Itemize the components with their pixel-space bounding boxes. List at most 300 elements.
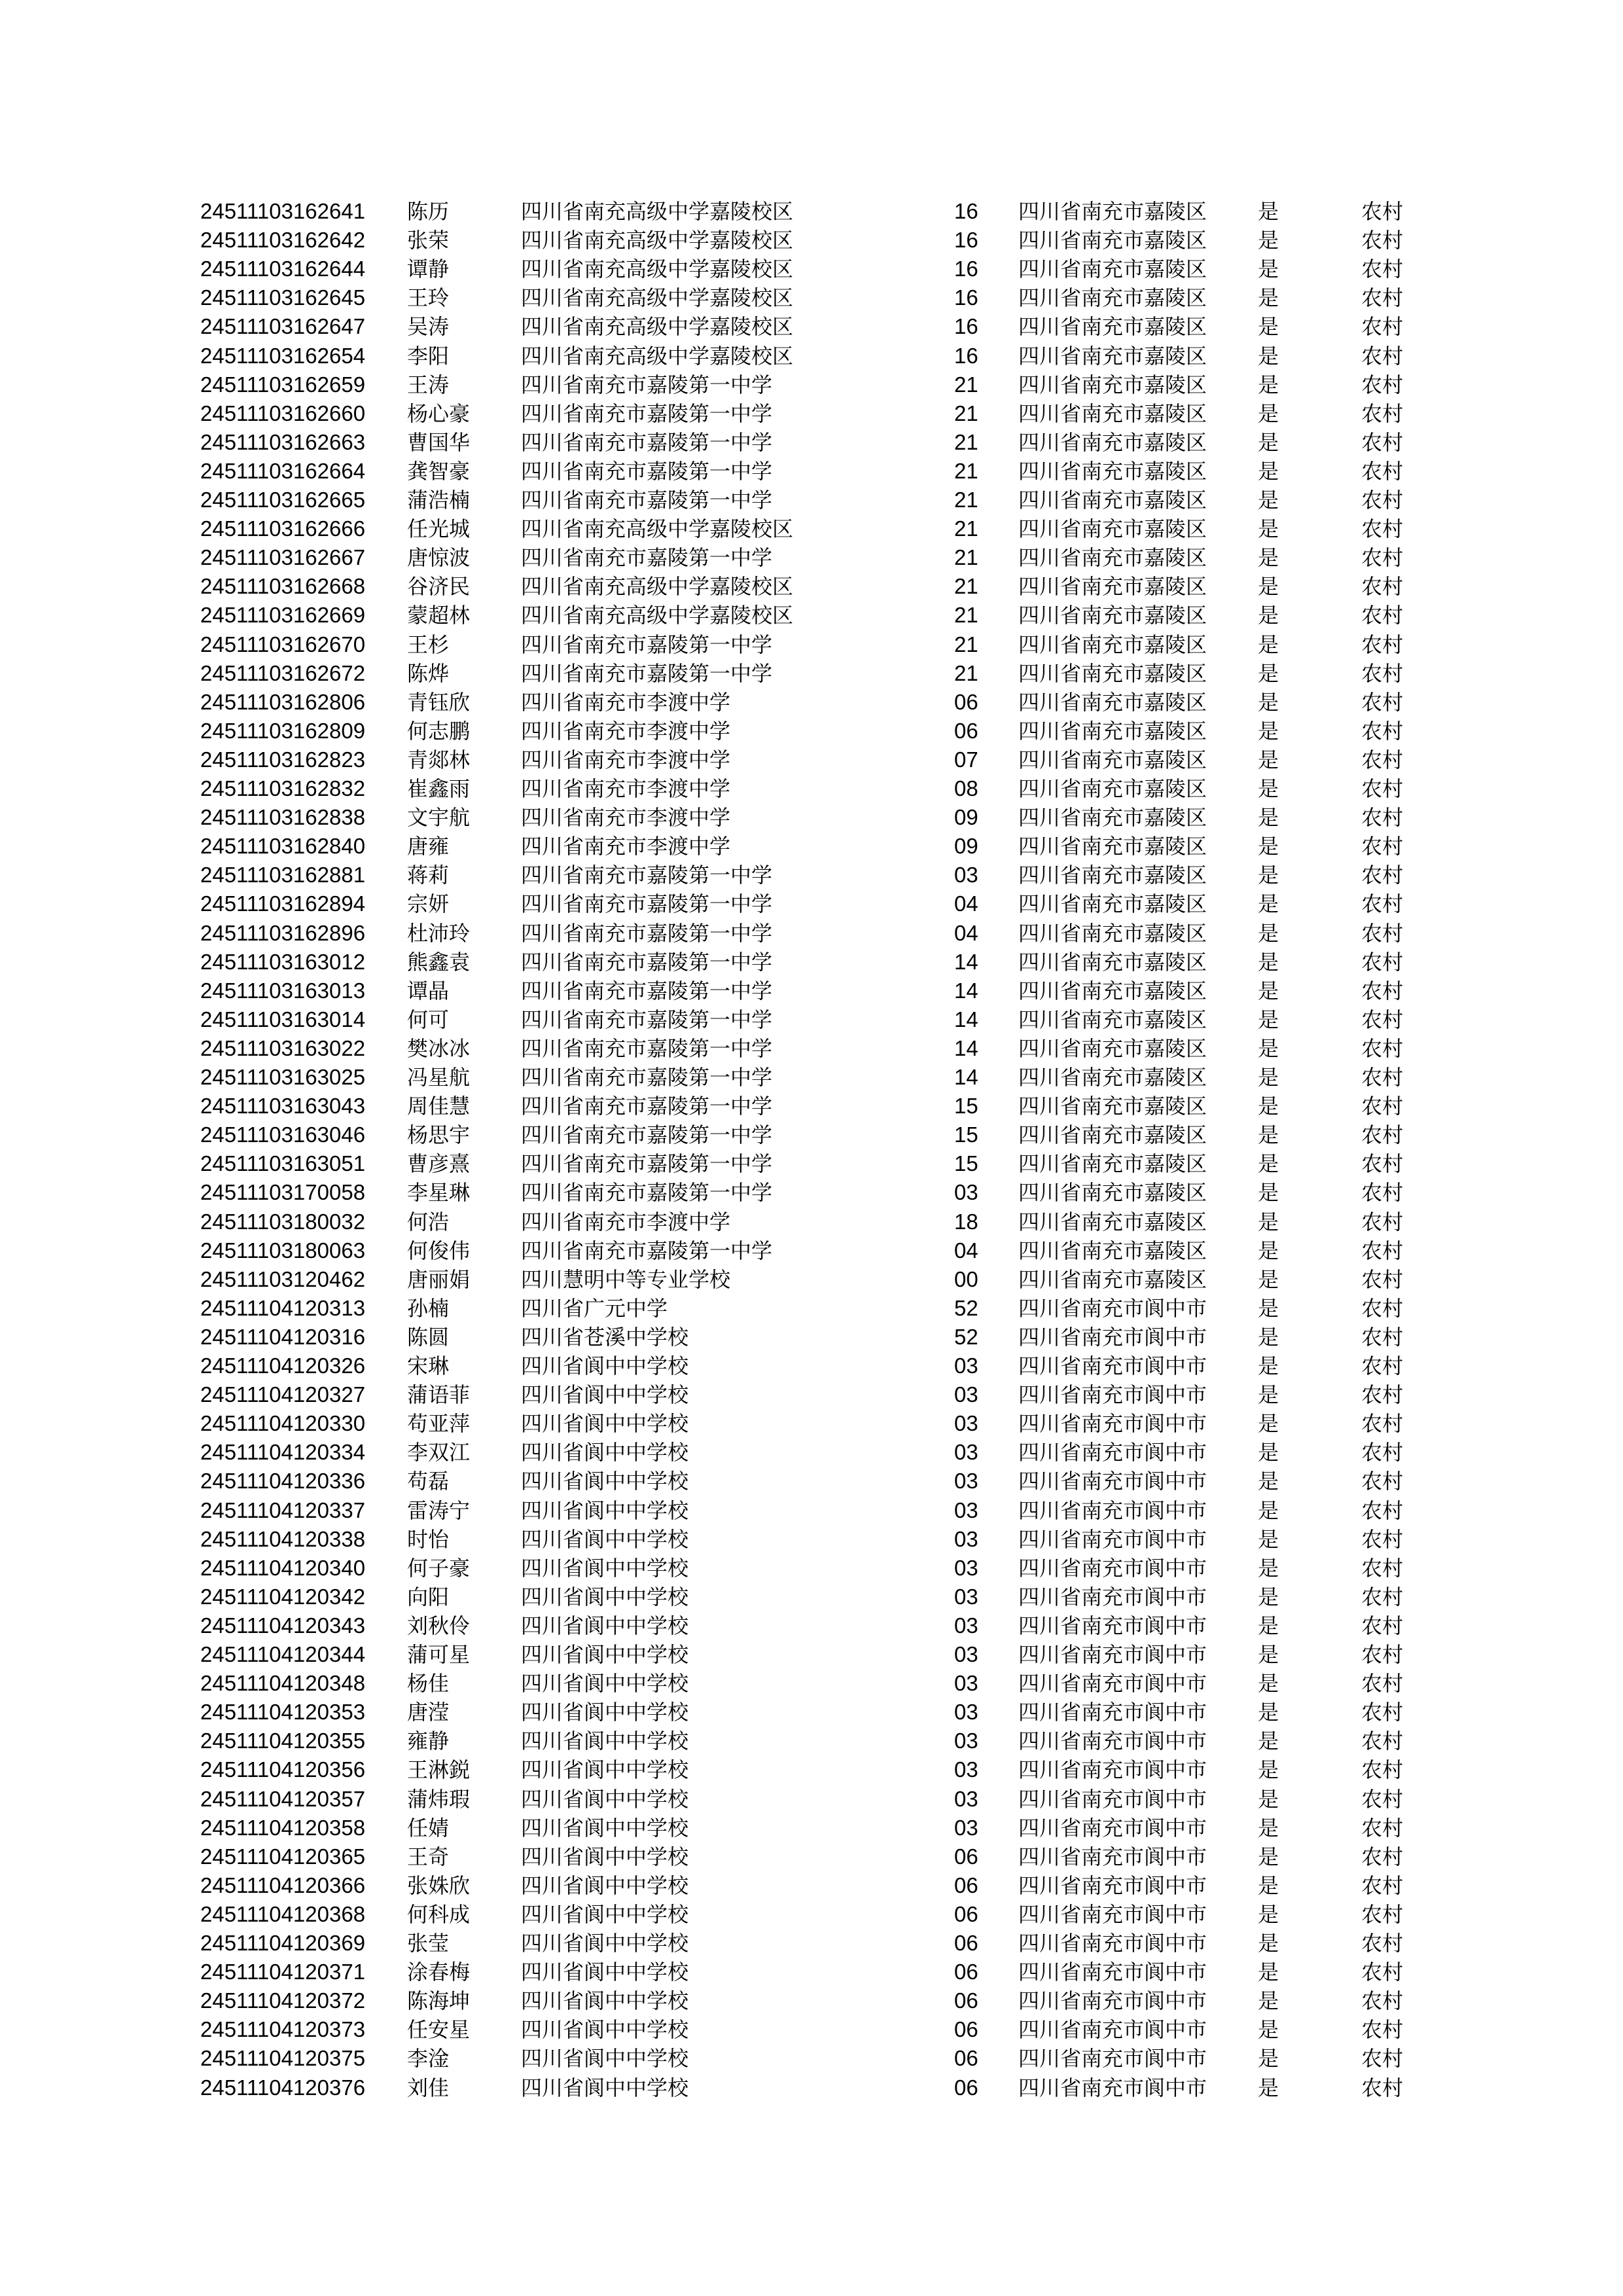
household-area-cell: 四川省南充市阆中市 [1018,2017,1207,2043]
exam-number-cell: 24511103162665 [200,488,366,512]
class-number-cell: 03 [954,1382,978,1407]
class-number-cell: 03 [954,1757,978,1782]
household-area-cell: 四川省南充市嘉陵区 [1018,949,1207,975]
residence-type-cell: 农村 [1361,1642,1404,1667]
class-number-cell: 03 [954,1815,978,1840]
eligibility-flag-cell: 是 [1258,257,1279,282]
exam-number-cell: 24511104120337 [200,1498,366,1522]
school-name-cell: 四川省阆中中学校 [521,1584,689,1609]
class-number-cell: 08 [954,776,978,800]
exam-number-cell: 24511104120366 [200,1873,366,1897]
table-row [0,312,1623,341]
class-number-cell: 04 [954,891,978,916]
class-number-cell: 21 [954,458,978,483]
residence-type-cell: 农村 [1361,1180,1404,1206]
class-number-cell: 04 [954,1238,978,1263]
school-name-cell: 四川省南充市嘉陵第一中学 [521,632,773,657]
exam-number-cell: 24511104120338 [200,1526,366,1551]
household-area-cell: 四川省南充市嘉陵区 [1018,1065,1207,1090]
class-number-cell: 03 [954,1498,978,1522]
exam-number-cell: 24511104120355 [200,1729,366,1753]
student-name-cell: 王杉 [407,632,450,657]
residence-type-cell: 农村 [1361,1526,1404,1552]
exam-number-cell: 24511103162667 [200,545,366,570]
table-row [0,717,1623,745]
student-name-cell: 蒙超林 [407,603,471,628]
residence-type-cell: 农村 [1361,1382,1404,1408]
table-row [0,1265,1623,1294]
school-name-cell: 四川省阆中中学校 [521,1729,689,1754]
student-name-cell: 宗妍 [407,891,450,917]
school-name-cell: 四川省南充市嘉陵第一中学 [521,545,773,571]
residence-type-cell: 农村 [1361,1988,1404,2014]
household-area-cell: 四川省南充市阆中市 [1018,1613,1207,1638]
exam-number-cell: 24511103162645 [200,285,366,310]
student-name-cell: 周佳慧 [407,1094,471,1119]
student-name-cell: 李淦 [407,2046,450,2072]
household-area-cell: 四川省南充市嘉陵区 [1018,747,1207,772]
table-row [0,977,1623,1005]
exam-number-cell: 24511103163046 [200,1122,366,1147]
student-name-cell: 王玲 [407,285,450,311]
school-name-cell: 四川省南充高级中学嘉陵校区 [521,574,794,600]
eligibility-flag-cell: 是 [1258,891,1279,917]
eligibility-flag-cell: 是 [1258,516,1279,542]
table-row [0,803,1623,832]
table-row [0,1842,1623,1871]
residence-type-cell: 农村 [1361,1440,1404,1465]
residence-type-cell: 农村 [1361,747,1404,772]
residence-type-cell: 农村 [1361,429,1404,455]
exam-number-cell: 24511104120342 [200,1584,366,1609]
class-number-cell: 16 [954,228,978,253]
eligibility-flag-cell: 是 [1258,1180,1279,1206]
school-name-cell: 四川省阆中中学校 [521,1382,689,1408]
class-number-cell: 03 [954,1354,978,1378]
table-row [0,889,1623,918]
household-area-cell: 四川省南充市嘉陵区 [1018,718,1207,744]
table-row [0,1611,1623,1640]
eligibility-flag-cell: 是 [1258,1786,1279,1812]
school-name-cell: 四川省阆中中学校 [521,1700,689,1725]
table-row [0,1496,1623,1525]
student-name-cell: 刘佳 [407,2075,450,2100]
residence-type-cell: 农村 [1361,1700,1404,1725]
table-row [0,1034,1623,1063]
class-number-cell: 14 [954,978,978,1003]
table-row [0,1294,1623,1323]
student-name-cell: 何科成 [407,1901,471,1927]
eligibility-flag-cell: 是 [1258,429,1279,455]
school-name-cell: 四川省南充高级中学嘉陵校区 [521,343,794,368]
eligibility-flag-cell: 是 [1258,1700,1279,1725]
table-row [0,1149,1623,1178]
student-name-cell: 王淋鋭 [407,1757,471,1783]
student-name-cell: 李双江 [407,1440,471,1465]
eligibility-flag-cell: 是 [1258,1757,1279,1783]
exam-number-cell: 24511104120356 [200,1757,366,1782]
class-number-cell: 03 [954,1180,978,1205]
school-name-cell: 四川省阆中中学校 [521,1498,689,1523]
eligibility-flag-cell: 是 [1258,1671,1279,1696]
eligibility-flag-cell: 是 [1258,689,1279,715]
student-name-cell: 陈历 [407,199,450,224]
residence-type-cell: 农村 [1361,1960,1404,1985]
household-area-cell: 四川省南充市嘉陵区 [1018,1180,1207,1206]
school-name-cell: 四川省阆中中学校 [521,1440,689,1465]
residence-type-cell: 农村 [1361,1122,1404,1148]
school-name-cell: 四川省南充市嘉陵第一中学 [521,1035,773,1061]
school-name-cell: 四川省南充市李渡中学 [521,834,731,859]
residence-type-cell: 农村 [1361,1873,1404,1898]
class-number-cell: 03 [954,1671,978,1696]
class-number-cell: 16 [954,199,978,223]
household-area-cell: 四川省南充市嘉陵区 [1018,1151,1207,1177]
exam-number-cell: 24511103162654 [200,343,366,368]
class-number-cell: 06 [954,718,978,743]
school-name-cell: 四川省阆中中学校 [521,1988,689,2014]
household-area-cell: 四川省南充市阆中市 [1018,1786,1207,1812]
table-row [0,1467,1623,1496]
student-name-cell: 向阳 [407,1584,450,1609]
residence-type-cell: 农村 [1361,805,1404,831]
student-name-cell: 唐惊波 [407,545,471,571]
student-name-cell: 谷济民 [407,574,471,600]
table-row [0,1178,1623,1207]
class-number-cell: 21 [954,401,978,425]
residence-type-cell: 农村 [1361,891,1404,917]
residence-type-cell: 农村 [1361,1931,1404,1956]
eligibility-flag-cell: 是 [1258,1584,1279,1609]
exam-number-cell: 24511103162641 [200,199,366,223]
exam-number-cell: 24511104120357 [200,1786,366,1811]
residence-type-cell: 农村 [1361,863,1404,888]
student-name-cell: 唐滢 [407,1700,450,1725]
eligibility-flag-cell: 是 [1258,1266,1279,1292]
table-row [0,659,1623,688]
school-name-cell: 四川省阆中中学校 [521,1354,689,1378]
eligibility-flag-cell: 是 [1258,1354,1279,1378]
student-name-cell: 熊鑫袁 [407,949,471,975]
household-area-cell: 四川省南充市嘉陵区 [1018,314,1207,340]
class-number-cell: 03 [954,1555,978,1580]
student-name-cell: 唐雍 [407,834,450,859]
eligibility-flag-cell: 是 [1258,401,1279,426]
exam-number-cell: 24511104120372 [200,1988,366,2013]
exam-number-cell: 24511104120365 [200,1844,366,1869]
residence-type-cell: 农村 [1361,488,1404,512]
exam-number-cell: 24511104120343 [200,1613,366,1638]
residence-type-cell: 农村 [1361,1844,1404,1869]
household-area-cell: 四川省南充市阆中市 [1018,1729,1207,1754]
household-area-cell: 四川省南充市阆中市 [1018,1584,1207,1609]
exam-number-cell: 24511103162647 [200,314,366,339]
student-name-cell: 王奇 [407,1844,450,1869]
household-area-cell: 四川省南充市阆中市 [1018,1931,1207,1956]
table-row [0,1409,1623,1438]
household-area-cell: 四川省南充市嘉陵区 [1018,603,1207,628]
class-number-cell: 03 [954,1729,978,1753]
class-number-cell: 21 [954,545,978,570]
eligibility-flag-cell: 是 [1258,603,1279,628]
school-name-cell: 四川省南充市嘉陵第一中学 [521,863,773,888]
student-name-cell: 任安星 [407,2017,471,2043]
student-name-cell: 曹彦熹 [407,1151,471,1177]
eligibility-flag-cell: 是 [1258,632,1279,657]
residence-type-cell: 农村 [1361,1729,1404,1754]
class-number-cell: 21 [954,372,978,397]
school-name-cell: 四川省南充高级中学嘉陵校区 [521,199,794,224]
eligibility-flag-cell: 是 [1258,1901,1279,1927]
eligibility-flag-cell: 是 [1258,285,1279,311]
eligibility-flag-cell: 是 [1258,1094,1279,1119]
exam-number-cell: 24511104120344 [200,1642,366,1666]
student-name-cell: 任婧 [407,1815,450,1840]
household-area-cell: 四川省南充市嘉陵区 [1018,660,1207,686]
student-name-cell: 陈烨 [407,660,450,686]
exam-number-cell: 24511104120336 [200,1469,366,1494]
eligibility-flag-cell: 是 [1258,978,1279,1003]
table-row [0,774,1623,803]
class-number-cell: 06 [954,2075,978,2100]
household-area-cell: 四川省南充市嘉陵区 [1018,1209,1207,1234]
residence-type-cell: 农村 [1361,1266,1404,1292]
eligibility-flag-cell: 是 [1258,1238,1279,1263]
exam-number-cell: 24511103162666 [200,516,366,541]
eligibility-flag-cell: 是 [1258,2075,1279,2100]
household-area-cell: 四川省南充市阆中市 [1018,1382,1207,1408]
school-name-cell: 四川省阆中中学校 [521,1613,689,1638]
school-name-cell: 四川省阆中中学校 [521,1671,689,1696]
household-area-cell: 四川省南充市嘉陵区 [1018,199,1207,224]
class-number-cell: 03 [954,1469,978,1494]
household-area-cell: 四川省南充市嘉陵区 [1018,1122,1207,1148]
residence-type-cell: 农村 [1361,1209,1404,1234]
residence-type-cell: 农村 [1361,458,1404,484]
exam-number-cell: 24511103162838 [200,805,366,830]
student-name-cell: 蒋莉 [407,863,450,888]
eligibility-flag-cell: 是 [1258,1931,1279,1956]
student-name-cell: 谭静 [407,257,450,282]
eligibility-flag-cell: 是 [1258,718,1279,744]
exam-number-cell: 24511104120334 [200,1440,366,1465]
school-name-cell: 四川省阆中中学校 [521,1555,689,1581]
table-row [0,1755,1623,1784]
table-row [0,1005,1623,1034]
table-row [0,543,1623,572]
household-area-cell: 四川省南充市阆中市 [1018,1960,1207,1985]
household-area-cell: 四川省南充市阆中市 [1018,1526,1207,1552]
eligibility-flag-cell: 是 [1258,834,1279,859]
residence-type-cell: 农村 [1361,401,1404,426]
school-name-cell: 四川省阆中中学校 [521,2017,689,2043]
class-number-cell: 14 [954,1035,978,1060]
student-name-cell: 曹国华 [407,429,471,455]
student-name-cell: 杜沛玲 [407,920,471,946]
class-number-cell: 15 [954,1122,978,1147]
residence-type-cell: 农村 [1361,314,1404,340]
residence-type-cell: 农村 [1361,1671,1404,1696]
exam-number-cell: 24511104120313 [200,1295,366,1320]
eligibility-flag-cell: 是 [1258,1411,1279,1437]
household-area-cell: 四川省南充市阆中市 [1018,1873,1207,1898]
eligibility-flag-cell: 是 [1258,1526,1279,1552]
school-name-cell: 四川省南充高级中学嘉陵校区 [521,603,794,628]
table-row [0,1525,1623,1554]
class-number-cell: 21 [954,632,978,656]
household-area-cell: 四川省南充市嘉陵区 [1018,343,1207,368]
household-area-cell: 四川省南充市嘉陵区 [1018,228,1207,253]
table-row [0,1698,1623,1727]
residence-type-cell: 农村 [1361,257,1404,282]
eligibility-flag-cell: 是 [1258,1729,1279,1754]
residence-type-cell: 农村 [1361,2046,1404,2072]
student-name-cell: 杨思宇 [407,1122,471,1148]
class-number-cell: 52 [954,1324,978,1349]
household-area-cell: 四川省南充市阆中市 [1018,1498,1207,1523]
residence-type-cell: 农村 [1361,1007,1404,1032]
table-row [0,399,1623,428]
school-name-cell: 四川省南充高级中学嘉陵校区 [521,228,794,253]
eligibility-flag-cell: 是 [1258,920,1279,946]
exam-number-cell: 24511103163013 [200,978,366,1003]
exam-number-cell: 24511104120316 [200,1324,366,1349]
household-area-cell: 四川省南充市嘉陵区 [1018,863,1207,888]
student-name-cell: 雷涛宁 [407,1498,471,1523]
school-name-cell: 四川省南充市嘉陵第一中学 [521,429,773,455]
student-name-cell: 张姝欣 [407,1873,471,1898]
school-name-cell: 四川省南充市嘉陵第一中学 [521,1238,773,1263]
student-name-cell: 何浩 [407,1209,450,1234]
exam-number-cell: 24511104120326 [200,1354,366,1378]
school-name-cell: 四川省南充市嘉陵第一中学 [521,1007,773,1032]
exam-number-cell: 24511103162806 [200,689,366,714]
eligibility-flag-cell: 是 [1258,1469,1279,1494]
class-number-cell: 16 [954,285,978,310]
student-name-cell: 蒲语菲 [407,1382,471,1408]
school-name-cell: 四川省南充市嘉陵第一中学 [521,1151,773,1177]
eligibility-flag-cell: 是 [1258,1209,1279,1234]
school-name-cell: 四川省南充市嘉陵第一中学 [521,949,773,975]
residence-type-cell: 农村 [1361,1324,1404,1350]
class-number-cell: 15 [954,1094,978,1119]
school-name-cell: 四川省南充市李渡中学 [521,718,731,744]
student-name-cell: 何可 [407,1007,450,1032]
table-row [0,428,1623,457]
school-name-cell: 四川省南充高级中学嘉陵校区 [521,516,794,542]
table-row [0,2044,1623,2073]
student-name-cell: 何子豪 [407,1555,471,1581]
eligibility-flag-cell: 是 [1258,458,1279,484]
eligibility-flag-cell: 是 [1258,574,1279,600]
table-row [0,1323,1623,1352]
class-number-cell: 03 [954,1411,978,1436]
residence-type-cell: 农村 [1361,1901,1404,1927]
student-name-cell: 宋琳 [407,1354,450,1378]
school-name-cell: 四川省南充市嘉陵第一中学 [521,458,773,484]
household-area-cell: 四川省南充市嘉陵区 [1018,458,1207,484]
exam-number-cell: 24511104120375 [200,2046,366,2071]
household-area-cell: 四川省南充市嘉陵区 [1018,545,1207,571]
student-name-cell: 苟亚萍 [407,1411,471,1437]
household-area-cell: 四川省南充市嘉陵区 [1018,257,1207,282]
household-area-cell: 四川省南充市嘉陵区 [1018,488,1207,512]
eligibility-flag-cell: 是 [1258,488,1279,512]
household-area-cell: 四川省南充市阆中市 [1018,1642,1207,1667]
class-number-cell: 21 [954,516,978,541]
class-number-cell: 14 [954,1007,978,1031]
exam-number-cell: 24511103162642 [200,228,366,253]
table-row [0,1727,1623,1755]
residence-type-cell: 农村 [1361,1238,1404,1263]
household-area-cell: 四川省南充市嘉陵区 [1018,574,1207,600]
residence-type-cell: 农村 [1361,372,1404,397]
school-name-cell: 四川省南充市李渡中学 [521,1209,731,1234]
school-name-cell: 四川省阆中中学校 [521,1411,689,1437]
table-row [0,745,1623,774]
table-row [0,1814,1623,1842]
table-row [0,1380,1623,1409]
household-area-cell: 四川省南充市阆中市 [1018,1469,1207,1494]
student-name-cell: 何志鹏 [407,718,471,744]
residence-type-cell: 农村 [1361,2017,1404,2043]
household-area-cell: 四川省南充市嘉陵区 [1018,834,1207,859]
eligibility-flag-cell: 是 [1258,805,1279,831]
table-row [0,919,1623,948]
exam-number-cell: 24511103162809 [200,718,366,743]
table-row [0,1063,1623,1092]
household-area-cell: 四川省南充市阆中市 [1018,1555,1207,1581]
exam-number-cell: 24511103162669 [200,603,366,628]
residence-type-cell: 农村 [1361,776,1404,801]
exam-number-cell: 24511103162664 [200,458,366,483]
class-number-cell: 18 [954,1209,978,1234]
residence-type-cell: 农村 [1361,1613,1404,1638]
residence-type-cell: 农村 [1361,1035,1404,1061]
table-row [0,1871,1623,1900]
school-name-cell: 四川省阆中中学校 [521,2046,689,2072]
school-name-cell: 四川省南充市嘉陵第一中学 [521,401,773,426]
student-name-cell: 陈海坤 [407,1988,471,2014]
eligibility-flag-cell: 是 [1258,1498,1279,1523]
student-name-cell: 张莹 [407,1931,450,1956]
class-number-cell: 03 [954,1526,978,1551]
exam-number-cell: 24511103163022 [200,1035,366,1060]
exam-number-cell: 24511103162644 [200,257,366,281]
eligibility-flag-cell: 是 [1258,2046,1279,2072]
exam-number-cell: 24511103163012 [200,949,366,974]
residence-type-cell: 农村 [1361,1295,1404,1321]
exam-number-cell: 24511103163043 [200,1094,366,1119]
class-number-cell: 03 [954,1642,978,1666]
household-area-cell: 四川省南充市嘉陵区 [1018,1007,1207,1032]
school-name-cell: 四川省南充市嘉陵第一中学 [521,1094,773,1119]
eligibility-flag-cell: 是 [1258,863,1279,888]
eligibility-flag-cell: 是 [1258,1988,1279,2014]
exam-number-cell: 24511103162659 [200,372,366,397]
student-name-cell: 谭晶 [407,978,450,1003]
school-name-cell: 四川省南充市嘉陵第一中学 [521,488,773,512]
student-name-cell: 孙楠 [407,1295,450,1321]
residence-type-cell: 农村 [1361,1354,1404,1378]
eligibility-flag-cell: 是 [1258,228,1279,253]
table-row [0,2015,1623,2044]
residence-type-cell: 农村 [1361,1498,1404,1523]
student-name-cell: 何俊伟 [407,1238,471,1263]
exam-number-cell: 24511104120327 [200,1382,366,1407]
school-name-cell: 四川省南充市嘉陵第一中学 [521,920,773,946]
school-name-cell: 四川省南充市嘉陵第一中学 [521,1122,773,1148]
